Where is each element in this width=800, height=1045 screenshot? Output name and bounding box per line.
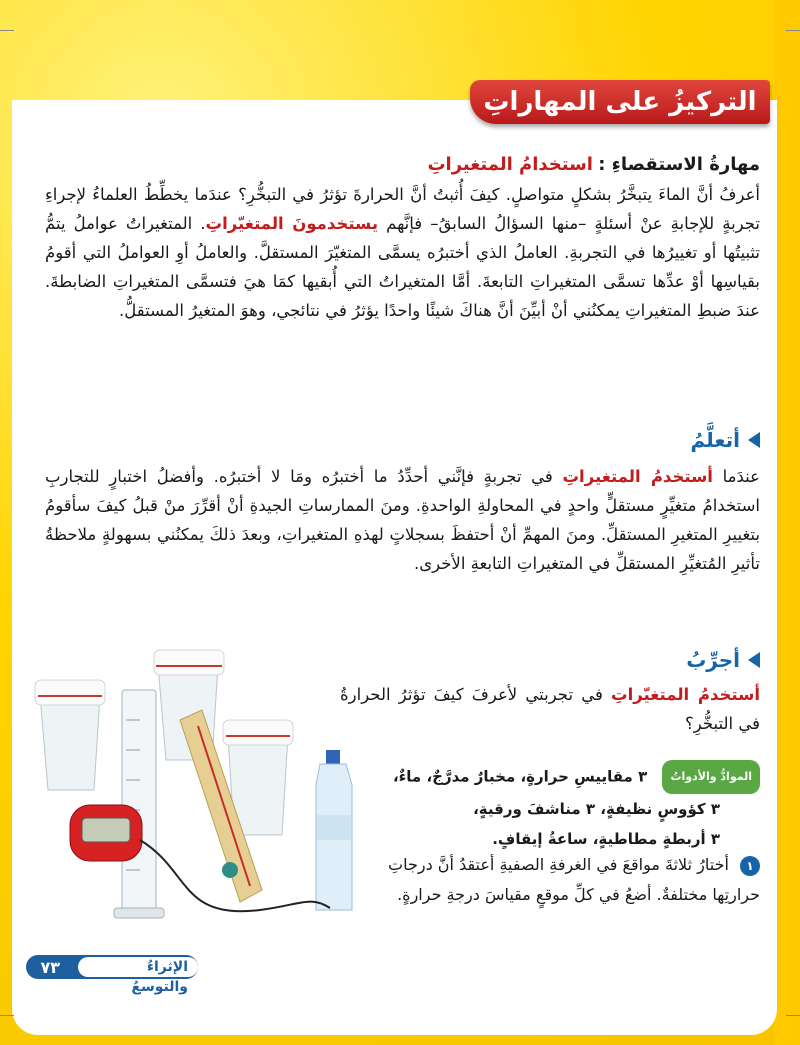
stopwatch-icon (70, 805, 330, 911)
skill-heading (45, 150, 760, 179)
intro-p2-bold: يستخدمونَ المتغيّراتِ (205, 214, 379, 233)
footer-bar (26, 955, 198, 995)
page-title: التركيزُ على المهاراتِ (483, 87, 757, 117)
try-bold: أستخدمُ المتغيّراتِ (611, 685, 760, 704)
triangle-icon (748, 432, 760, 448)
page-title-banner (470, 80, 770, 124)
learn-p1-bold: أستخدمُ المتغيراتِ (562, 467, 713, 486)
materials-line-3: ٣ أربطةٍ مطاطيةٍ، ساعةُ إيقافٍ. (492, 830, 720, 848)
learn-title: أتعلَّمُ (690, 428, 740, 452)
intro-p1: أعرفُ أنَّ الماءَ يتبخَّرُ بشكلٍ متواصلٍ. كيفَ أُثبتُ أنَّ الحرارةَ تؤثرُ في التبخُّرِ؟ (238, 185, 761, 204)
step-number: ١ (740, 856, 760, 876)
try-title: أجرِّبُ (686, 648, 740, 672)
try-paragraph (340, 680, 760, 738)
intro-p2: عندَما يخطِّطُ العلماءُ لإجراءِ تجربةٍ للإجابةِ عنْ أسئلةٍ –منها السؤالُ السابقُ– فإنَّهم (45, 185, 761, 233)
crop-mark (0, 30, 14, 31)
graduated-cylinder-icon (114, 690, 164, 918)
learn-title-row (690, 428, 760, 452)
materials-text-1: ٣ مقاييسِ حرارةٍ، مخبارٌ مدرَّجٌ، ماءٌ، (392, 767, 648, 786)
page-number: ٧٣ (40, 957, 60, 977)
crop-mark (786, 1015, 800, 1016)
try-title-row (686, 648, 760, 672)
crop-mark (786, 30, 800, 31)
try-rest: في تجربتي لأعرفَ كيفَ تؤثرُ الحرارةُ في التبخُّرِ؟ (340, 685, 760, 733)
learn-p1-rest: في تجربةٍ فإنَّني أحدِّدُ ما أختبرُه ومَا لا أختبرُه. وأفضلُ اختبارٍ للتجاربِ استخدامُ متغيِّرٍ مستقلٍّ واحدٍ في المحاولةِ الواحدةِ. ومنَ الممارساتِ الجيدةِ أنْ أقرِّرَ منْ قبلُ كيفَ سأقومُ بتغييرِ المتغيرِ المستقلِّ. ومنَ المهمِّ أنْ أحتفظَ بسجلاتٍ لهذهِ المتغيراتِ، وبعدَ ذلكَ يمكنُني بسهولةٍ ملاحظةُ تأثيرِ المُتغيِّرِ المستقلِّ في المتغيراتِ التابعةِ الأخرى. (45, 467, 760, 573)
materials-line-2: ٣ كؤوسٍ نظيفةٍ، ٣ مناشفَ ورقيةٍ، (473, 800, 720, 818)
side-stripe (774, 0, 800, 1045)
step-1 (350, 850, 760, 910)
water-bottle-icon (316, 750, 352, 910)
experiment-illustration (30, 640, 370, 940)
crop-mark (0, 1015, 14, 1016)
materials-line-1 (340, 760, 760, 794)
footer-title: الإثراءُ والتوسعُ (78, 957, 198, 977)
materials-badge: الموادُّ والأدواتُ (662, 760, 760, 794)
skill-name: استخدامُ المتغيراتِ (427, 154, 593, 175)
intro-p3: . المتغيراتُ عواملُ يتمُّ تثبيتُها أو تغييرُها في التجربةِ. العاملُ الذي أختبرُه يسمَّى المتغيّرَ المستقلَّ. والعاملُ أوِ العواملُ التي أقومُ بقياسِها أوْ عدِّها تسمَّى المتغيراتِ التابعةَ. أمَّا المتغيراتُ التي أُبقيها كمَا هيَ فتسمَّى المتغيراتِ الضابطةَ. عندَ ضبطِ المتغيراتِ يمكنُني أنْ أبيِّنَ أنَّ هناكَ شيئًا واحدًا يؤثرُ في نتائجي، وهوَ المتغيرُ المستقلُّ. (45, 214, 760, 320)
learn-p1: عندَما (722, 467, 760, 486)
learn-paragraph (45, 462, 760, 578)
materials-list (340, 760, 760, 854)
intro-paragraph (45, 180, 760, 325)
step-text: أختارُ ثلاثةَ مواقعَ في الغرفةِ الصفيةِ أعتقدُ أنَّ درجاتِ حرارتِها مختلفةٌ. أضعُ في كلِّ موقعٍ مقياسَ درجةِ حرارةٍ. (388, 855, 760, 904)
cup-icon (35, 680, 105, 790)
skill-label: مهارةُ الاستقصاءِ : (598, 154, 760, 175)
triangle-icon (748, 652, 760, 668)
